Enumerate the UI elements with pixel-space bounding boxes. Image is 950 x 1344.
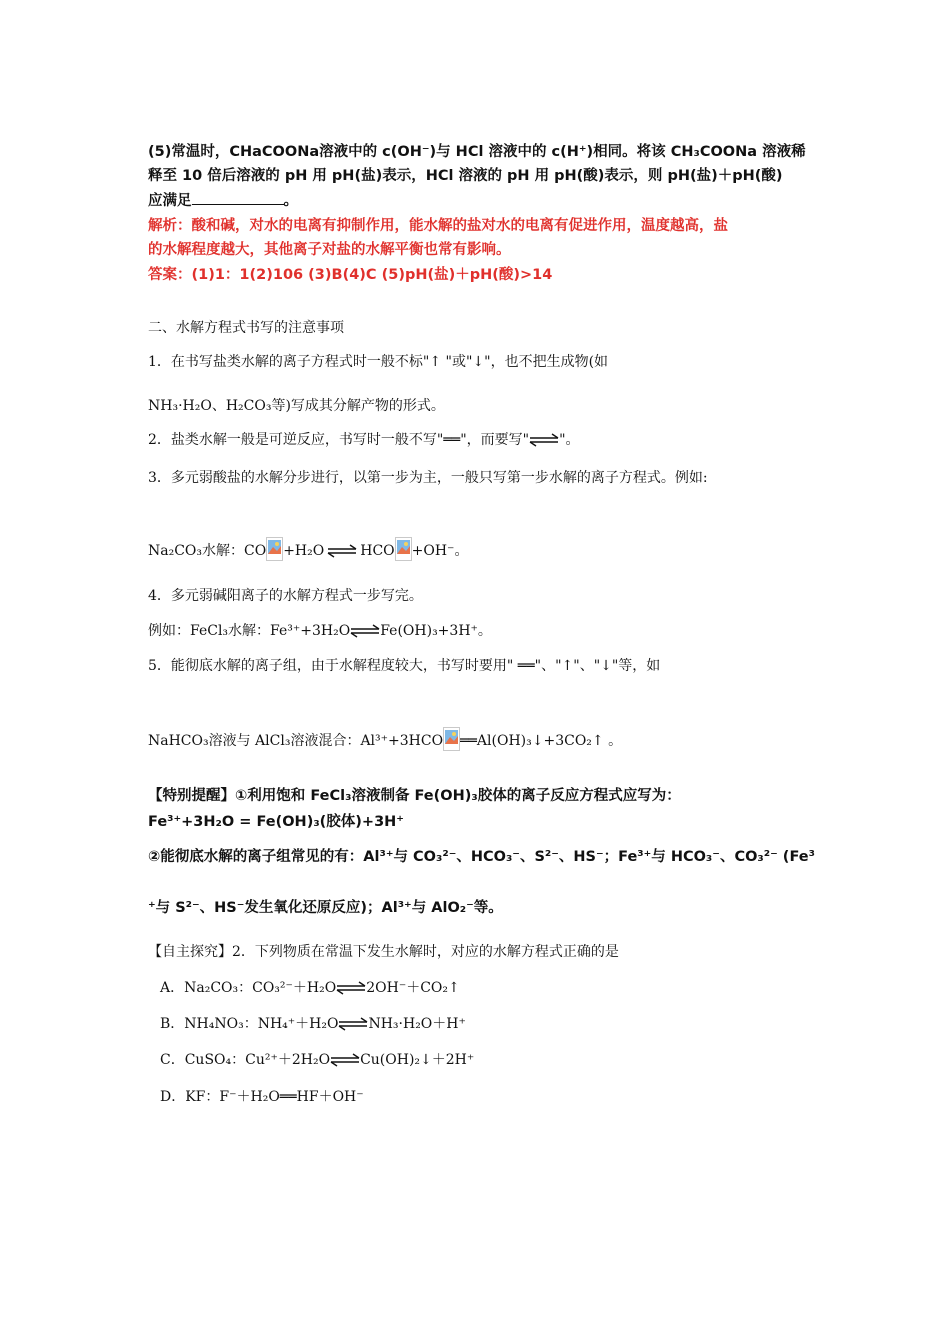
item-5: 5．能彻底水解的离子组，由于水解程度较大，书写时要用" ══"、"↑"、"↓"等，如 bbox=[148, 658, 661, 674]
formula-image-icon bbox=[266, 537, 283, 561]
item-2 bbox=[148, 430, 580, 450]
item-1-line-1: 1．在书写盐类水解的离子方程式时一般不标"↑ "或"↓"，也不把生成物(如 bbox=[148, 354, 609, 370]
option-c-part-2: Cu(OH)₂↓＋2H⁺ bbox=[360, 1052, 475, 1068]
reversible-arrow-icon bbox=[350, 624, 380, 638]
tip-line-2: Fe³⁺+3H₂O = Fe(OH)₃(胶体)+3H⁺ bbox=[148, 814, 404, 830]
option-c[interactable] bbox=[160, 1050, 474, 1070]
eq3-part-c: HCO bbox=[360, 543, 395, 559]
question-5-line-3-text: 应满足 bbox=[148, 193, 192, 209]
answer-line: 答案：(1)1：1(2)106 (3)B(4)C (5)pH(盐)＋pH(酸)>14 bbox=[148, 267, 553, 283]
explore-question: 【自主探究】2．下列物质在常温下发生水解时，对应的水解方程式正确的是 bbox=[148, 944, 619, 960]
analysis-line-1: 解析：酸和碱，对水的电离有抑制作用，能水解的盐对水的电离有促进作用，温度越高，盐 bbox=[148, 218, 728, 234]
question-5-line-3 bbox=[148, 190, 298, 211]
tip-line-4: ⁺与 S²⁻、HS⁻发生氧化还原反应)；Al³⁺与 AlO₂⁻等。 bbox=[148, 900, 503, 916]
option-a-part-1: A．Na₂CO₃：CO₃²⁻＋H₂O bbox=[160, 980, 337, 996]
option-d[interactable]: D．KF：F⁻＋H₂O══HF＋OH⁻ bbox=[160, 1089, 364, 1105]
tip-line-3: ②能彻底水解的离子组常见的有：Al³⁺与 CO₃²⁻、HCO₃⁻、S²⁻、HS⁻；Fe³⁺与 HCO₃⁻、CO₃²⁻ (Fe³ bbox=[148, 849, 815, 865]
item-3-equation bbox=[148, 537, 468, 561]
eq3-part-d: +OH⁻。 bbox=[411, 543, 469, 559]
formula-image-icon bbox=[395, 537, 412, 561]
option-a-part-2: 2OH⁻＋CO₂↑ bbox=[366, 980, 460, 996]
tip-line-1: 【特别提醒】①利用饱和 FeCl₃溶液制备 Fe(OH)₃胶体的离子反应方程式应写为： bbox=[148, 788, 681, 804]
option-b[interactable] bbox=[160, 1014, 466, 1034]
item-2-end: "。 bbox=[559, 432, 580, 448]
item-4-equation bbox=[148, 621, 492, 641]
answer-blank[interactable] bbox=[192, 190, 284, 205]
reversible-arrow-icon bbox=[324, 544, 360, 558]
formula-image-icon bbox=[443, 727, 460, 751]
eq4-part-b: Fe(OH)₃+3H⁺。 bbox=[380, 623, 492, 639]
item-3: 3．多元弱酸盐的水解分步进行，以第一步为主，一般只写第一步水解的离子方程式。例如: bbox=[148, 470, 708, 486]
item-4: 4．多元弱碱阳离子的水解方程式一步写完。 bbox=[148, 588, 423, 604]
option-b-part-1: B．NH₄NO₃：NH₄⁺＋H₂O bbox=[160, 1016, 339, 1032]
reversible-arrow-icon bbox=[529, 433, 559, 447]
item-1-line-2: NH₃·H₂O、H₂CO₃等)写成其分解产物的形式。 bbox=[148, 398, 445, 414]
option-b-part-2: NH₃·H₂O＋H⁺ bbox=[368, 1016, 466, 1032]
item-2-text: 2．盐类水解一般是可逆反应，书写时一般不写"══"，而要写" bbox=[148, 432, 530, 448]
question-5-line-2: 释至 10 倍后溶液的 pH 用 pH(盐)表示，HCl 溶液的 pH 用 pH(酸)表示，则 pH(盐)＋pH(酸) bbox=[148, 168, 783, 184]
reversible-arrow-icon bbox=[330, 1053, 360, 1067]
reversible-arrow-icon bbox=[338, 1017, 368, 1031]
question-5-line-3-end: 。 bbox=[283, 193, 298, 209]
section-heading: 二、水解方程式书写的注意事项 bbox=[148, 320, 344, 336]
option-a[interactable] bbox=[160, 978, 460, 998]
option-c-part-1: C．CuSO₄：Cu²⁺＋2H₂O bbox=[160, 1052, 331, 1068]
analysis-line-2: 的水解程度越大，其他离子对盐的水解平衡也常有影响。 bbox=[148, 242, 511, 258]
eq5-part-b: ══Al(OH)₃↓+3CO₂↑ 。 bbox=[460, 733, 623, 749]
question-5-line-1: (5)常温时，CHaCOONa溶液中的 c(OH⁻)与 HCl 溶液中的 c(H⁺)相同。将该 CH₃COONa 溶液稀 bbox=[148, 144, 806, 160]
eq3-part-a: Na₂CO₃水解：CO bbox=[148, 543, 267, 559]
eq3-part-b: +H₂O bbox=[283, 543, 325, 559]
item-5-equation bbox=[148, 727, 622, 751]
eq4-part-a: 例如：FeCl₃水解：Fe³⁺+3H₂O bbox=[148, 623, 351, 639]
reversible-arrow-icon bbox=[336, 981, 366, 995]
eq5-part-a: NaHCO₃溶液与 AlCl₃溶液混合：Al³⁺+3HCO bbox=[148, 733, 444, 749]
